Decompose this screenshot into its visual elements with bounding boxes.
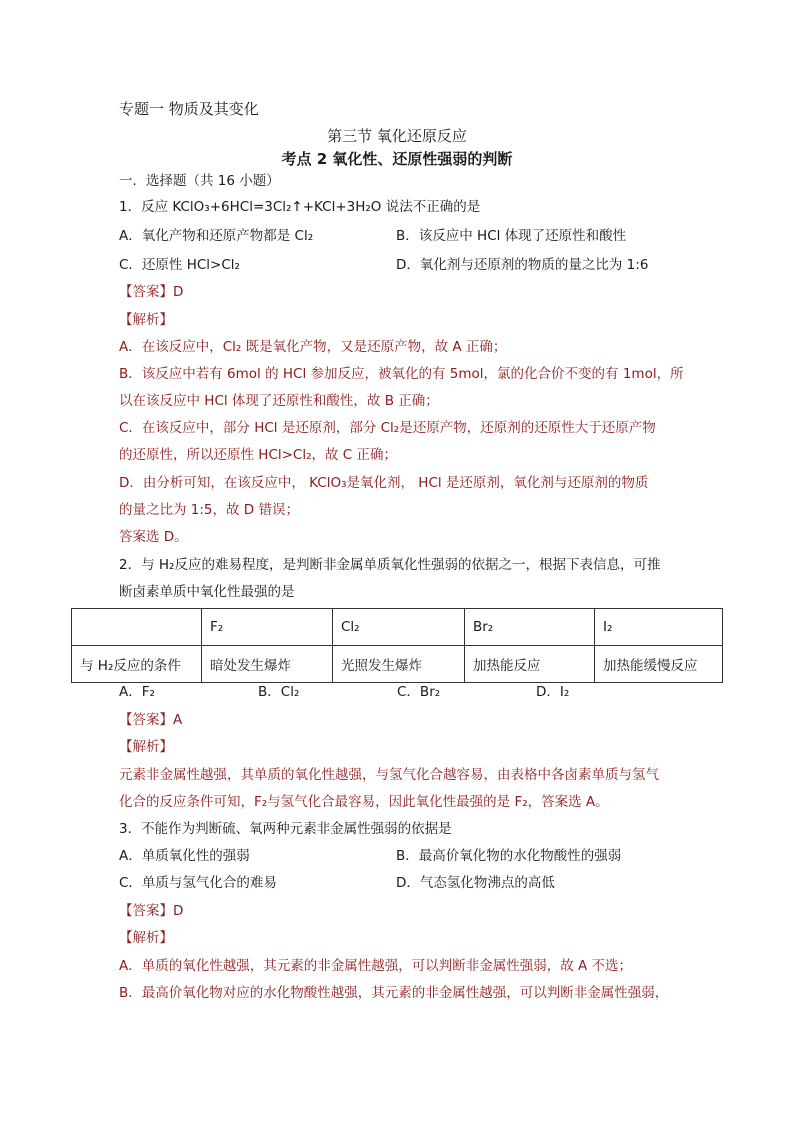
q2-option-c: C．Br₂ — [397, 684, 441, 700]
q1-option-c: C．还原性 HCl>Cl₂ — [119, 257, 240, 273]
q1-analysis-line: A．在该反应中，Cl₂ 既是氧化产物，又是还原产物，故 A 正确； — [119, 339, 507, 355]
q2-stem-line: 2．与 H₂反应的难易程度，是判断非金属单质氧化性强弱的依据之一，根据下表信息，可推 — [119, 557, 661, 573]
q3-answer — [119, 902, 183, 920]
q3-analysis-line: A．单质的氧化性越强，其元素的非金属性越强，可以判断非金属性强弱，故 A 不选； — [119, 958, 633, 974]
topic-heading: 专题一 物质及其变化 — [119, 100, 259, 118]
q2-analysis-line: 化合的反应条件可知，F₂与氢气化合最容易，因此氧化性最强的是 F₂，答案选 A。 — [119, 794, 609, 810]
q2-option-a: A．F₂ — [119, 684, 155, 700]
q3-option-c: C．单质与氢气化合的难易 — [119, 875, 277, 891]
q2-analysis-label: 【解析】 — [119, 739, 173, 755]
q3-analysis-label: 【解析】 — [119, 930, 173, 946]
answer-label: 【答案】 — [119, 712, 173, 728]
q1-conclusion: 答案选 D。 — [119, 529, 188, 545]
q2-stem-line: 断卤素单质中氧化性最强的是 — [119, 584, 295, 600]
q3-analysis-line: B．最高价氧化物对应的水化物酸性越强，其元素的非金属性越强，可以判断非金属性强弱， — [119, 985, 669, 1001]
q1-option-d: D．氧化剂与还原剂的物质的量之比为 1:6 — [396, 257, 649, 273]
q1-analysis-line: 以在该反应中 HCl 体现了还原性和酸性，故 B 正确； — [119, 393, 439, 409]
q3-option-a: A．单质氧化性的强弱 — [119, 848, 250, 864]
q3-option-b: B．最高价氧化物的水化物酸性的强弱 — [396, 848, 622, 864]
table-cell: 光照发生爆炸 — [333, 646, 465, 683]
q3-stem: 3．不能作为判断硫、氧两种元素非金属性强弱的依据是 — [119, 821, 452, 837]
q1-option-a: A．氧化产物和还原产物都是 Cl₂ — [119, 228, 314, 244]
table-cell: Br₂ — [465, 609, 595, 646]
q1-analysis-line: C．在该反应中，部分 HCl 是还原剂，部分 Cl₂是还原产物，还原剂的还原性大于还原产物 — [119, 420, 656, 436]
q2-analysis-line: 元素非金属性越强，其单质的氧化性越强，与氢气化合越容易，由表格中各卤素单质与氢气 — [119, 767, 659, 783]
point-heading: 考点 2 氧化性、还原性强弱的判断 — [281, 150, 513, 168]
q2-reaction-table — [71, 608, 723, 683]
q1-analysis-label: 【解析】 — [119, 312, 173, 328]
q1-option-b: B．该反应中 HCl 体现了还原性和酸性 — [396, 228, 627, 244]
table-header-row — [72, 609, 723, 646]
answer-value: A — [173, 712, 183, 728]
table-row — [72, 646, 723, 683]
part-heading: 一．选择题（共 16 小题） — [119, 173, 280, 189]
q2-option-d: D．I₂ — [536, 684, 570, 700]
q1-analysis-line: B．该反应中若有 6mol 的 HCl 参加反应，被氧化的有 5mol，氯的化合价不变的有 1mol，所 — [119, 366, 684, 382]
table-cell: 加热能反应 — [465, 646, 595, 683]
table-cell: I₂ — [595, 609, 723, 646]
q1-analysis-line: 的量之比为 1:5，故 D 错误； — [119, 502, 299, 518]
q1-stem: 1．反应 KClO₃+6HCl=3Cl₂↑+KCl+3H₂O 说法不正确的是 — [119, 199, 481, 215]
table-cell: 暗处发生爆炸 — [202, 646, 333, 683]
answer-label: 【答案】 — [119, 903, 173, 919]
q3-option-d: D．气态氢化物沸点的高低 — [396, 875, 555, 891]
answer-value: D — [173, 284, 184, 300]
answer-value: D — [173, 903, 184, 919]
q2-option-b: B．Cl₂ — [258, 684, 300, 700]
answer-label: 【答案】 — [119, 284, 173, 300]
table-cell: 与 H₂反应的条件 — [72, 646, 202, 683]
q1-answer — [119, 283, 183, 301]
table-cell: F₂ — [202, 609, 333, 646]
table-cell: 加热能缓慢反应 — [595, 646, 723, 683]
section-heading: 第三节 氧化还原反应 — [327, 127, 467, 145]
q1-analysis-line: D．由分析可知，在该反应中， KClO₃是氧化剂， HCl 是还原剂，氧化剂与还原剂的物质 — [119, 475, 649, 491]
table-cell — [72, 609, 202, 646]
q1-analysis-line: 的还原性，所以还原性 HCl>Cl₂，故 C 正确； — [119, 447, 398, 463]
q2-answer — [119, 711, 182, 729]
table-cell: Cl₂ — [333, 609, 465, 646]
